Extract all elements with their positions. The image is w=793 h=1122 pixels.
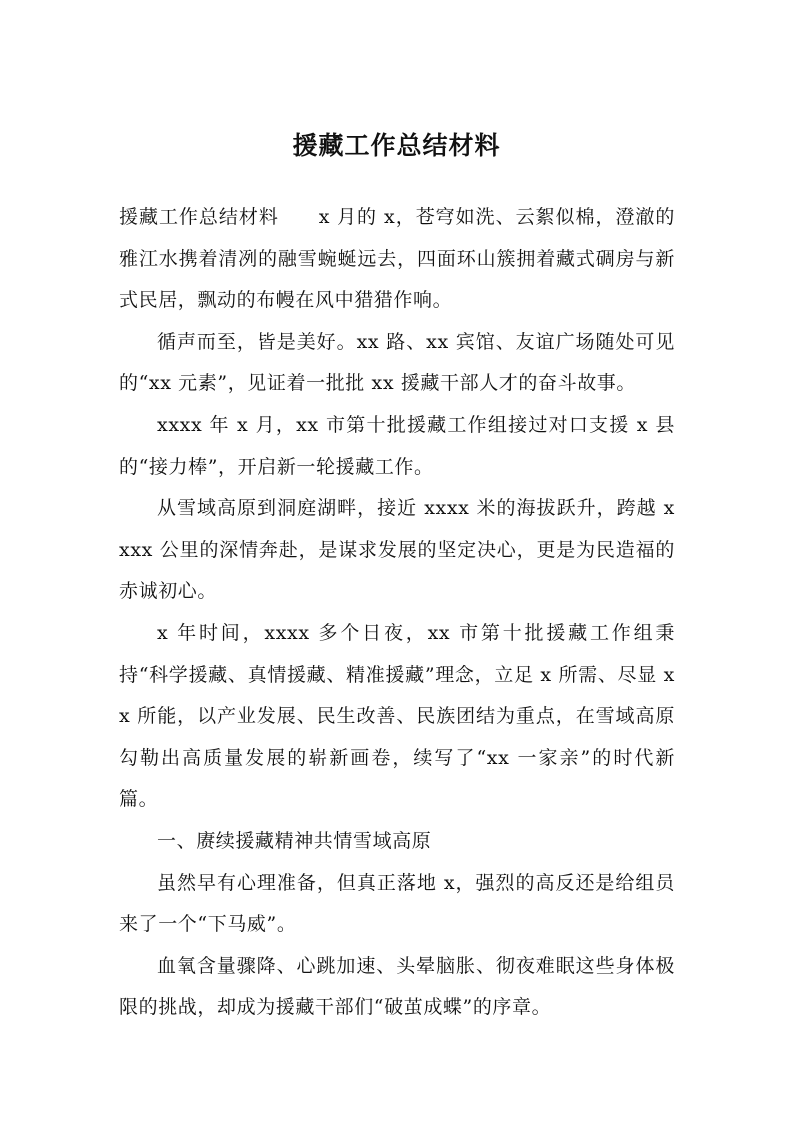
document-body (119, 197, 675, 1029)
paragraph: 从雪域高原到洞庭湖畔，接近 xxxx 米的海拔跃升，跨越 xxxx 公里的深情奔赴，是谋求发展的坚定决心，更是为民造福的赤诚初心。 (119, 497, 675, 603)
paragraph: x 年时间，xxxx 多个日夜，xx 市第十批援藏工作组秉持“科学援藏、真情援藏、精准援藏”理念，立足 x 所需、尽显 xx 所能，以产业发展、民生改善、民族团结为重点，在雪域高原勾勒出高质量发展的崭新画卷，续写了“xx 一家亲”的时代新篇。 (119, 621, 675, 811)
paragraph: 血氧含量骤降、心跳加速、头晕脑胀、彻夜难眠这些身体极限的挑战，却成为援藏干部们“破茧成蝶”的序章。 (119, 954, 675, 1019)
section-heading: 一、赓续援藏精神共情雪域高原 (157, 829, 432, 852)
paragraph: 循声而至，皆是美好。xx 路、xx 宾馆、友谊广场随处可见的“xx 元素”，见证着一批批 xx 援藏干部人才的奋斗故事。 (119, 330, 675, 395)
paragraph: 虽然早有心理准备，但真正落地 x，强烈的高反还是给组员来了一个“下马威”。 (119, 871, 675, 936)
paragraph: xxxx 年 x 月，xx 市第十批援藏工作组接过对口支援 x 县的“接力棒”，开启新一轮援藏工作。 (119, 413, 675, 478)
paragraph-intro: 援藏工作总结材料 x 月的 x，苍穹如洗、云絮似棉，澄澈的雅江水携着清冽的融雪蜿蜒远去，四面环山簇拥着藏式碉房与新式民居，飘动的布幔在风中猎猎作响。 (119, 206, 675, 312)
document-title: 援藏工作总结材料 (292, 131, 501, 160)
